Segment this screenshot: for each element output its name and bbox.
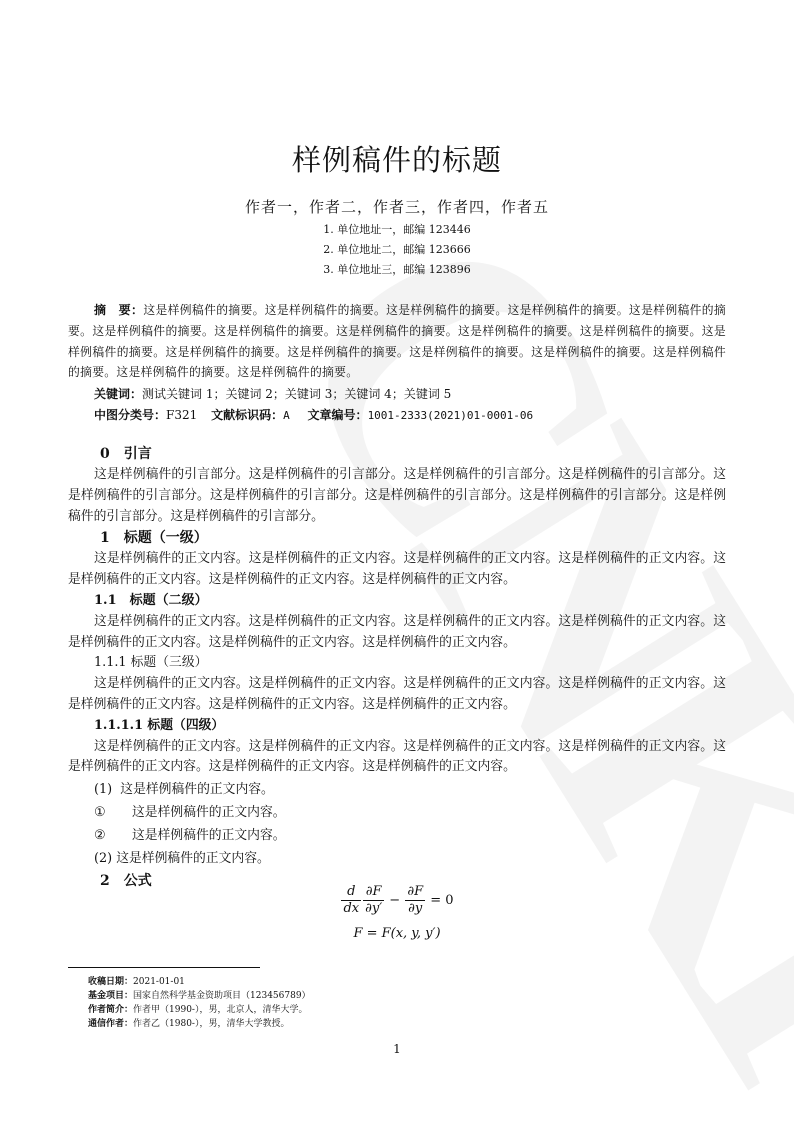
doc-code-value: A <box>283 409 290 422</box>
footnote-item <box>88 1003 311 1017</box>
section-title: 公式 <box>123 873 152 890</box>
section-heading <box>68 443 726 465</box>
keywords <box>68 384 752 404</box>
section-body: 这是样例稿件的正文内容。这是样例稿件的正文内容。这是样例稿件的正文内容。这是样例稿件的正文内容。这是样例稿件的正文内容。这是样例稿件的正文内容。这是样例稿件的正文内容。 <box>68 676 726 712</box>
list-text: 这是样例稿件的正文内容。 <box>132 828 286 844</box>
fraction-denominator: ∂y′ <box>365 901 383 916</box>
article-number-label: 文章编号： <box>307 408 368 422</box>
list-text: 这是样例稿件的正文内容。 <box>120 782 274 798</box>
fraction <box>405 884 425 917</box>
footnote-text: 2021-01-01 <box>133 977 185 987</box>
affiliation-item: 2. 单位地址二，邮编 123666 <box>323 243 471 256</box>
section-number: 0 <box>100 446 110 462</box>
fraction-numerator: ∂F <box>363 884 384 901</box>
affiliation-list <box>0 220 794 280</box>
footnotes <box>88 975 311 1031</box>
footnote-label: 通信作者： <box>88 1019 134 1029</box>
abstract <box>68 300 726 383</box>
fraction-denominator: ∂y <box>408 901 423 916</box>
list-item <box>68 847 726 870</box>
keywords-text: 测试关键词 1；关键词 2；关键词 3；关键词 4；关键词 5 <box>142 387 452 401</box>
article-number-value: 1001-2333(2021)01-0001-06 <box>367 409 534 422</box>
section-heading <box>68 527 726 549</box>
affiliation-item: 1. 单位地址一，邮编 123446 <box>323 223 471 236</box>
abstract-text: 这是样例稿件的摘要。这是样例稿件的摘要。这是样例稿件的摘要。这是样例稿件的摘要。这是样例稿件的摘要。这是样例稿件的摘要。这是样例稿件的摘要。这是样例稿件的摘要。这是样例稿件的摘要。这是样例稿件的摘要。这是样例稿件的摘要。这是样例稿件的摘要。这是样例稿件的摘要。这是样例稿件的摘要。这是样例稿件的摘要。这是样例稿件的摘要。这是样例稿件的摘要。这是样例稿件的摘要。 <box>68 303 727 380</box>
fraction-numerator: d <box>341 884 361 901</box>
footnote-label: 收稿日期： <box>88 977 134 987</box>
section-body: 这是样例稿件的正文内容。这是样例稿件的正文内容。这是样例稿件的正文内容。这是样例稿件的正文内容。这是样例稿件的正文内容。这是样例稿件的正文内容。这是样例稿件的正文内容。 <box>68 613 726 650</box>
minus-sign: − <box>389 893 401 908</box>
equation-rhs: = 0 <box>430 893 454 908</box>
footnote-text: 作者乙（1980-），男，清华大学教授。 <box>133 1019 290 1029</box>
footnote-item <box>88 1017 311 1031</box>
list-item <box>68 801 726 824</box>
list-marker: ② <box>94 828 106 844</box>
subsection-heading: 1.1 标题（二级） <box>94 592 208 608</box>
section-intro <box>68 443 726 892</box>
clc-label: 中图分类号： <box>94 408 167 422</box>
keywords-label: 关键词： <box>94 387 143 401</box>
author-list: 作者一，作者二，作者三，作者四，作者五 <box>244 198 549 216</box>
classification-line <box>68 405 752 426</box>
abstract-label: 摘 要： <box>94 303 144 317</box>
section-body: 这是样例稿件的正文内容。这是样例稿件的正文内容。这是样例稿件的正文内容。这是样例稿件的正文内容。这是样例稿件的正文内容。这是样例稿件的正文内容。这是样例稿件的正文内容。 <box>68 551 726 588</box>
list-item <box>68 824 726 847</box>
page-number: 1 <box>393 1042 401 1056</box>
footnote-divider <box>68 967 260 968</box>
subsubsection-heading: 1.1.1 标题（三级） <box>94 655 208 671</box>
footnote-text: 作者甲（1990-），男，北京人，清华大学。 <box>133 1005 308 1015</box>
list-marker: (2) <box>94 851 113 867</box>
list-text: 这是样例稿件的正文内容。 <box>132 805 286 821</box>
section-body: 这是样例稿件的正文内容。这是样例稿件的正文内容。这是样例稿件的正文内容。这是样例稿件的正文内容。这是样例稿件的正文内容。这是样例稿件的正文内容。这是样例稿件的正文内容。 <box>68 738 726 775</box>
equation-definition: F = F(x, y, y′) <box>353 926 441 941</box>
footnote-text: 国家自然科学基金资助项目（123456789） <box>133 991 311 1001</box>
section-number: 1 <box>100 530 110 547</box>
footnote-item <box>88 975 311 989</box>
clc-value: F321 <box>166 408 198 422</box>
fraction <box>363 884 384 917</box>
section-number: 2 <box>100 873 110 890</box>
list-marker: ① <box>94 805 106 821</box>
footnote-label: 作者简介： <box>88 1005 134 1015</box>
section-title: 标题（一级） <box>123 530 208 547</box>
list-text: 这是样例稿件的正文内容。 <box>116 851 270 867</box>
paper-title: 样例稿件的标题 <box>291 143 502 177</box>
affiliation-item: 3. 单位地址三，邮编 123896 <box>323 263 471 276</box>
equation-euler-lagrange <box>0 884 794 917</box>
doc-code-label: 文献标识码： <box>211 408 284 422</box>
footnote-label: 基金项目： <box>88 991 134 1001</box>
footnote-item <box>88 989 311 1003</box>
section-body: 这是样例稿件的引言部分。这是样例稿件的引言部分。这是样例稿件的引言部分。这是样例稿件的引言部分。这是样例稿件的引言部分。这是样例稿件的引言部分。这是样例稿件的引言部分。这是样例稿件的引言部分。这是样例稿件的引言部分。这是样例稿件的引言部分。 <box>68 467 726 524</box>
section-title: 引言 <box>123 446 152 462</box>
list-item <box>68 778 726 801</box>
list-marker: (1) <box>94 782 113 798</box>
fraction-denominator: dx <box>343 901 360 916</box>
fraction-numerator: ∂F <box>407 884 424 899</box>
fraction <box>341 884 361 917</box>
paragraph-heading: 1.1.1.1 标题（四级） <box>94 717 225 733</box>
